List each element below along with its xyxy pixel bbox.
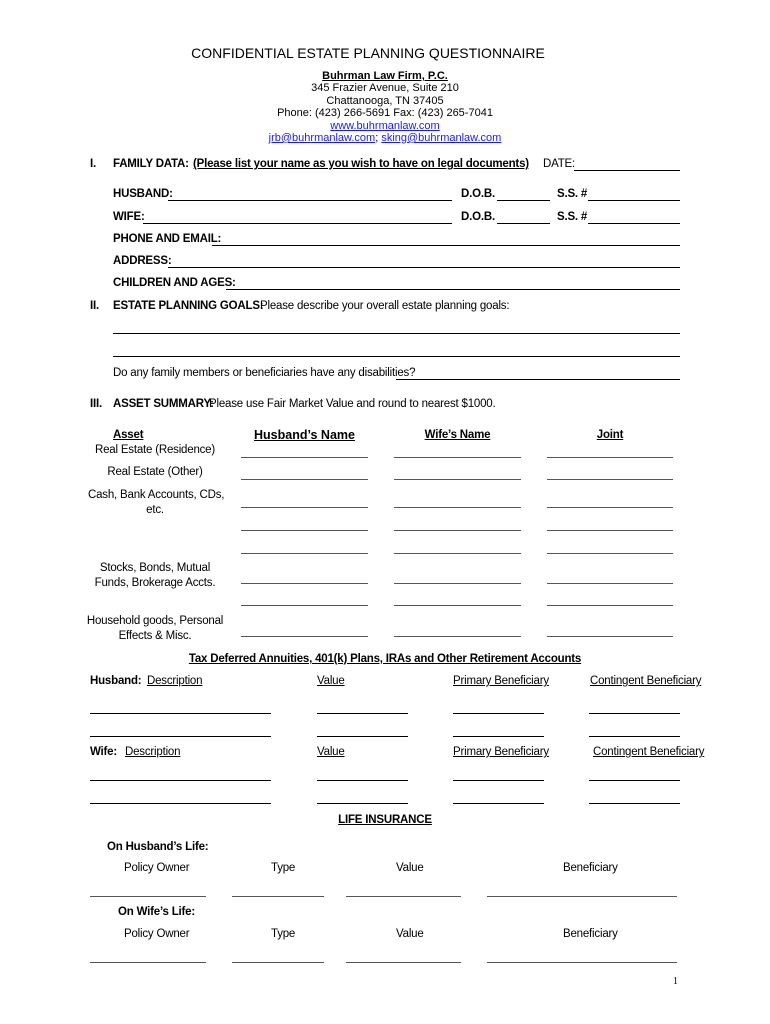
section-3-instruction: Please use Fair Market Value and round to nearest $1000. bbox=[209, 398, 496, 410]
wife-life-owner-field[interactable] bbox=[90, 962, 206, 963]
col-header-husband: Husband’s Name bbox=[254, 428, 355, 442]
cash-husband-field-1[interactable] bbox=[241, 507, 368, 508]
ret-husband-value-field-2[interactable] bbox=[317, 736, 408, 737]
ret-husband-contingent-field-2[interactable] bbox=[589, 736, 680, 737]
ret-husband-contingent-field-1[interactable] bbox=[589, 713, 680, 714]
husband-life-value-header: Value bbox=[396, 862, 424, 874]
ret-wife-contingent-field-1[interactable] bbox=[589, 780, 680, 781]
stocks-wife-field-2[interactable] bbox=[394, 605, 521, 606]
section-3-title: ASSET SUMMARY: bbox=[113, 398, 214, 410]
col-header-asset: Asset bbox=[113, 429, 144, 441]
asset-stocks-line-2: Funds, Brokerage Accts. bbox=[94, 577, 216, 589]
wife-life-value-field[interactable] bbox=[346, 962, 461, 963]
goals-field-line-1[interactable] bbox=[113, 333, 680, 334]
retirement-wife-primary-header: Primary Beneficiary bbox=[453, 746, 549, 758]
wife-life-value-header: Value bbox=[396, 928, 424, 940]
disability-field[interactable] bbox=[396, 379, 680, 380]
stocks-husband-field-2[interactable] bbox=[241, 605, 368, 606]
household-husband-field[interactable] bbox=[241, 636, 368, 637]
children-label: CHILDREN AND AGES: bbox=[113, 277, 236, 289]
husband-ss-label: S.S. # bbox=[557, 188, 588, 200]
ret-husband-value-field-1[interactable] bbox=[317, 713, 408, 714]
stocks-wife-field-1[interactable] bbox=[394, 583, 521, 584]
husband-name-field[interactable] bbox=[168, 200, 452, 201]
husband-life-type-field[interactable] bbox=[232, 896, 324, 897]
email-link-jrb[interactable]: jrb@buhrmanlaw.com bbox=[268, 132, 376, 144]
children-field[interactable] bbox=[226, 289, 680, 290]
cash-wife-field-1[interactable] bbox=[394, 507, 521, 508]
date-field[interactable] bbox=[574, 170, 680, 171]
asset-stocks-line-1: Stocks, Bonds, Mutual bbox=[99, 562, 211, 574]
wife-ss-field[interactable] bbox=[588, 223, 680, 224]
cash-joint-field-1[interactable] bbox=[547, 507, 673, 508]
husband-label: HUSBAND: bbox=[113, 188, 173, 200]
stocks-joint-field-1[interactable] bbox=[547, 583, 673, 584]
life-insurance-title: LIFE INSURANCE bbox=[338, 814, 432, 826]
asset-cash-line-2: etc. bbox=[146, 504, 164, 516]
wife-life-beneficiary-field[interactable] bbox=[487, 962, 677, 963]
address-field[interactable] bbox=[168, 267, 680, 268]
husband-life-beneficiary-field[interactable] bbox=[487, 896, 677, 897]
husband-dob-field[interactable] bbox=[497, 200, 550, 201]
household-wife-field[interactable] bbox=[394, 636, 521, 637]
other-re-wife-field[interactable] bbox=[394, 479, 521, 480]
page-title: CONFIDENTIAL ESTATE PLANNING QUESTIONNAIRE bbox=[191, 45, 545, 61]
firm-emails bbox=[0, 132, 770, 144]
retirement-husband-contingent-header: Contingent Beneficiary bbox=[590, 675, 702, 687]
stocks-joint-field-2[interactable] bbox=[547, 605, 673, 606]
firm-phone-fax: Phone: (423) 266-5691 Fax: (423) 265-7041 bbox=[277, 107, 493, 119]
asset-other-real-estate: Real Estate (Other) bbox=[107, 466, 203, 478]
husband-ss-field[interactable] bbox=[588, 200, 680, 201]
husband-life-value-field[interactable] bbox=[346, 896, 461, 897]
husband-life-beneficiary-header: Beneficiary bbox=[563, 862, 618, 874]
retirement-wife-description-header: Description bbox=[125, 746, 181, 758]
cash-husband-field-3[interactable] bbox=[241, 553, 368, 554]
email-separator: ; bbox=[375, 132, 382, 144]
address-label: ADDRESS: bbox=[113, 255, 172, 267]
email-link-sking[interactable]: sking@buhrmanlaw.com bbox=[381, 132, 502, 144]
ret-husband-primary-field-2[interactable] bbox=[453, 736, 544, 737]
wife-label: WIFE: bbox=[113, 211, 145, 223]
residence-wife-field[interactable] bbox=[394, 457, 521, 458]
asset-cash-line-1: Cash, Bank Accounts, CDs, bbox=[88, 489, 225, 501]
section-1-title: FAMILY DATA: bbox=[113, 158, 189, 170]
ret-wife-desc-field-1[interactable] bbox=[90, 780, 271, 781]
wife-life-beneficiary-header: Beneficiary bbox=[563, 928, 618, 940]
husband-dob-label: D.O.B. bbox=[461, 188, 495, 200]
cash-husband-field-2[interactable] bbox=[241, 530, 368, 531]
ret-wife-primary-field-1[interactable] bbox=[453, 780, 544, 781]
wife-name-field[interactable] bbox=[143, 223, 452, 224]
retirement-husband-primary-header: Primary Beneficiary bbox=[453, 675, 549, 687]
residence-husband-field[interactable] bbox=[241, 457, 368, 458]
section-2-number: II. bbox=[90, 300, 99, 312]
section-2-title: ESTATE PLANNING GOALS: bbox=[113, 300, 264, 312]
ret-wife-primary-field-2[interactable] bbox=[453, 803, 544, 804]
other-re-husband-field[interactable] bbox=[241, 479, 368, 480]
retirement-section-title: Tax Deferred Annuities, 401(k) Plans, IRAs and Other Retirement Accounts bbox=[188, 653, 582, 665]
section-1-number: I. bbox=[90, 158, 96, 170]
asset-household-line-1: Household goods, Personal bbox=[86, 615, 224, 627]
retirement-wife-contingent-header: Contingent Beneficiary bbox=[593, 746, 705, 758]
cash-wife-field-2[interactable] bbox=[394, 530, 521, 531]
ret-wife-contingent-field-2[interactable] bbox=[589, 803, 680, 804]
firm-name: Buhrman Law Firm, P.C. bbox=[322, 70, 448, 82]
wife-dob-label: D.O.B. bbox=[461, 211, 495, 223]
husband-life-label: On Husband’s Life: bbox=[107, 841, 209, 853]
cash-joint-field-2[interactable] bbox=[547, 530, 673, 531]
household-joint-field[interactable] bbox=[547, 636, 673, 637]
husband-life-type-header: Type bbox=[271, 862, 296, 874]
residence-joint-field[interactable] bbox=[547, 457, 673, 458]
wife-life-type-field[interactable] bbox=[232, 962, 324, 963]
goals-field-line-2[interactable] bbox=[113, 356, 680, 357]
date-label: DATE: bbox=[543, 158, 576, 170]
stocks-husband-field-1[interactable] bbox=[241, 583, 368, 584]
wife-life-type-header: Type bbox=[271, 928, 296, 940]
other-re-joint-field[interactable] bbox=[547, 479, 673, 480]
disability-question: Do any family members or beneficiaries have any disabilities? bbox=[113, 367, 416, 379]
col-header-joint: Joint bbox=[596, 429, 624, 441]
retirement-husband-label: Husband: bbox=[90, 675, 142, 687]
ret-wife-value-field-2[interactable] bbox=[317, 803, 408, 804]
ret-wife-value-field-1[interactable] bbox=[317, 780, 408, 781]
phone-email-field[interactable] bbox=[212, 245, 680, 246]
section-3-number: III. bbox=[90, 398, 102, 410]
website-link[interactable]: www.buhrmanlaw.com bbox=[330, 120, 440, 132]
ret-husband-desc-field-1[interactable] bbox=[90, 713, 271, 714]
firm-address-line1: 345 Frazier Avenue, Suite 210 bbox=[311, 82, 459, 94]
asset-household-line-2: Effects & Misc. bbox=[118, 630, 192, 642]
section-1-instruction: (Please list your name as you wish to have on legal documents) bbox=[193, 158, 529, 170]
retirement-wife-value-header: Value bbox=[317, 746, 345, 758]
ret-husband-primary-field-1[interactable] bbox=[453, 713, 544, 714]
husband-life-owner-field[interactable] bbox=[90, 896, 206, 897]
retirement-wife-label: Wife: bbox=[90, 746, 118, 758]
firm-address-line2: Chattanooga, TN 37405 bbox=[326, 95, 444, 107]
firm-website bbox=[0, 120, 770, 132]
ret-wife-desc-field-2[interactable] bbox=[90, 803, 271, 804]
ret-husband-desc-field-2[interactable] bbox=[90, 736, 271, 737]
cash-wife-field-3[interactable] bbox=[394, 553, 521, 554]
wife-life-owner-header: Policy Owner bbox=[124, 928, 190, 940]
section-2-instruction: Please describe your overall estate planning goals: bbox=[260, 300, 510, 312]
wife-dob-field[interactable] bbox=[497, 223, 550, 224]
husband-life-owner-header: Policy Owner bbox=[124, 862, 190, 874]
cash-joint-field-3[interactable] bbox=[547, 553, 673, 554]
page-number: 1 bbox=[673, 976, 678, 987]
retirement-husband-description-header: Description bbox=[147, 675, 203, 687]
asset-residence: Real Estate (Residence) bbox=[94, 444, 216, 456]
col-header-wife: Wife’s Name bbox=[424, 429, 491, 441]
wife-life-label: On Wife’s Life: bbox=[118, 906, 195, 918]
phone-email-label: PHONE AND EMAIL: bbox=[113, 233, 222, 245]
retirement-husband-value-header: Value bbox=[317, 675, 345, 687]
wife-ss-label: S.S. # bbox=[557, 211, 588, 223]
